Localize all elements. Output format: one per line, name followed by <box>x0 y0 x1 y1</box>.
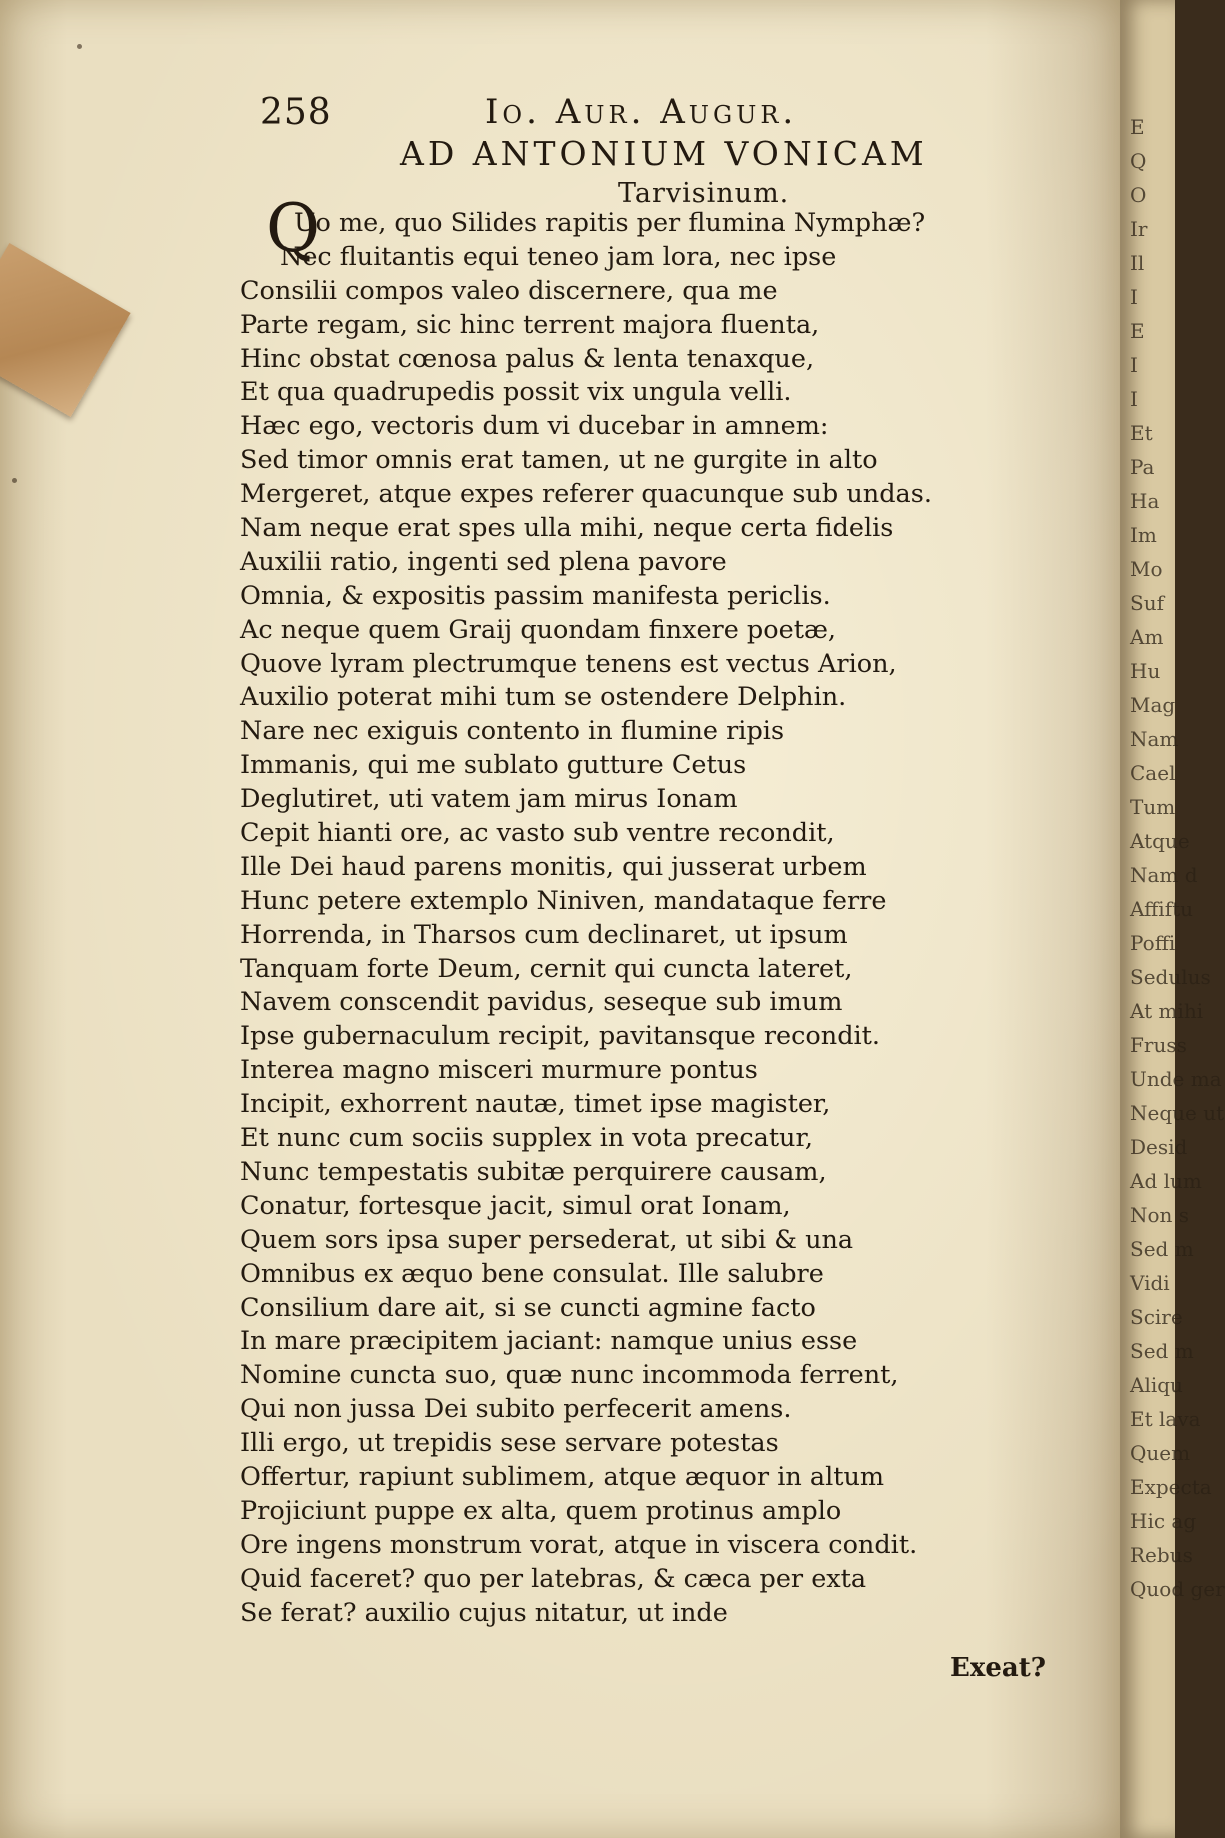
ink-speck <box>12 478 17 483</box>
facing-page-fragment: Desid <box>1130 1135 1188 1159</box>
poem-line: Illi ergo, ut trepidis sese servare potestas <box>240 1428 779 1459</box>
poem-line: Offertur, rapiunt sublimem, atque æquor in altum <box>240 1461 885 1492</box>
facing-page-fragment: Sed m <box>1130 1237 1194 1261</box>
poem-title: AD ANTONIUM VONICAM <box>400 134 928 173</box>
poem-line: Incipit, exhorrent nautæ, timet ipse magister, <box>240 1089 831 1120</box>
facing-page-fragment: Quem <box>1130 1441 1191 1465</box>
facing-page-fragment: Unde ma <box>1130 1067 1222 1091</box>
facing-page-fragment: Affiftu <box>1130 897 1194 921</box>
facing-page-fragment: Il <box>1130 251 1145 275</box>
poem-line: Se ferat? auxilio cujus nitatur, ut inde <box>240 1597 728 1628</box>
poem-line: Ore ingens monstrum vorat, atque in viscera condit. <box>240 1529 918 1560</box>
poem-line: Ac neque quem Graij quondam finxere poetæ, <box>240 614 837 645</box>
facing-page-fragment: Hic ag <box>1130 1509 1197 1533</box>
catchword: Exeat? <box>950 1653 1046 1683</box>
facing-page-fragment: Tum <box>1130 795 1176 819</box>
poem-line: Nec fluitantis equi teneo jam lora, nec ipse <box>280 241 837 272</box>
poem-line: Quove lyram plectrumque tenens est vectus Arion, <box>240 648 897 679</box>
facing-page-fragment: Atque <box>1130 829 1190 853</box>
poem-line: Cepit hianti ore, ac vasto sub ventre recondit, <box>240 818 835 849</box>
facing-page-fragment: Nam d <box>1130 863 1198 887</box>
facing-page-fragment: Vidi <box>1130 1271 1170 1295</box>
poem-line: Consilium dare ait, si se cuncti agmine facto <box>240 1292 816 1323</box>
poem-line: Et nunc cum sociis supplex in vota precatur, <box>240 1123 813 1154</box>
facing-page-fragment: Ad lum <box>1130 1169 1202 1193</box>
facing-page-fragment: Rebus <box>1130 1543 1193 1567</box>
poem-line: Nomine cuncta suo, quæ nunc incommoda ferrent, <box>240 1360 899 1391</box>
facing-page-edge <box>1120 0 1225 1838</box>
poem-line: Mergeret, atque expes referer quacunque sub undas. <box>240 479 932 510</box>
facing-page-fragment: Mo <box>1130 557 1163 581</box>
facing-page-fragment: Hu <box>1130 659 1161 683</box>
poem-line: Sed timor omnis erat tamen, ut ne gurgite in alto <box>240 445 878 476</box>
poem-line: Horrenda, in Tharsos cum declinaret, ut ipsum <box>240 919 848 950</box>
poem-line: Uo me, quo Silides rapitis per flumina Nymphæ? <box>294 208 926 238</box>
poem-line: Hæc ego, vectoris dum vi ducebar in amnem: <box>240 411 829 442</box>
poem-line: Conatur, fortesque jacit, simul orat Ionam, <box>240 1190 791 1221</box>
poem-line: Projiciunt puppe ex alta, quem protinus amplo <box>240 1495 842 1526</box>
poem-line: Parte regam, sic hinc terrent majora fluenta, <box>240 309 820 340</box>
facing-page-fragment: Nam <box>1130 727 1179 751</box>
poem-line: Hunc petere extemplo Niniven, mandataque ferre <box>240 885 887 916</box>
poem-line: Quid faceret? quo per latebras, & cæca per exta <box>240 1563 867 1594</box>
facing-page-fragment: I <box>1130 285 1138 309</box>
poem-line: Ipse gubernaculum recipit, pavitansque recondit. <box>240 1021 881 1052</box>
facing-page-fragment: Pa <box>1130 455 1155 479</box>
poem-line: Nam neque erat spes ulla mihi, neque certa fidelis <box>240 513 894 544</box>
facing-page-fragment: At mihi <box>1130 999 1204 1023</box>
facing-page-fragment: Aliqu <box>1130 1373 1183 1397</box>
facing-page-fragment: Scire <box>1130 1305 1183 1329</box>
facing-page-fragment: Sedulus <box>1130 965 1211 989</box>
poem-line: Auxilii ratio, ingenti sed plena pavore <box>240 546 727 577</box>
facing-page-fragment: Quod ger <box>1130 1577 1225 1601</box>
drop-cap: Q <box>266 190 321 267</box>
poem-line: Consilii compos valeo discernere, qua me <box>240 275 778 306</box>
facing-page-fragment: I <box>1130 353 1138 377</box>
facing-page-fragment: Poffi <box>1130 931 1176 955</box>
poem-line: Ille Dei haud parens monitis, qui jusserat urbem <box>240 851 867 882</box>
paper-bookmark <box>0 243 131 417</box>
facing-page-fragment: Am <box>1130 625 1164 649</box>
facing-page-fragment: Mag <box>1130 693 1176 717</box>
facing-page-fragment: E <box>1130 115 1145 139</box>
facing-page-fragment: Suf <box>1130 591 1164 615</box>
poem-line: Hinc obstat cœnosa palus & lenta tenaxque, <box>240 343 815 374</box>
facing-page-fragment: Cael <box>1130 761 1176 785</box>
facing-page-fragment: Neque ut <box>1130 1101 1225 1125</box>
facing-page-fragment: Im <box>1130 523 1157 547</box>
poem-line: Omnia, & expositis passim manifesta periclis. <box>240 580 831 611</box>
poem-line: Auxilio poterat mihi tum se ostendere Delphin. <box>240 682 847 713</box>
poem-body <box>240 207 1000 1630</box>
facing-page-fragment: I <box>1130 387 1138 411</box>
poem-line: Nare nec exiguis contento in flumine ripis <box>240 716 785 747</box>
facing-page-fragment: Fruss <box>1130 1033 1187 1057</box>
poem-line: Navem conscendit pavidus, seseque sub imum <box>240 987 843 1018</box>
poem-line: Quem sors ipsa super persederat, ut sibi & una <box>240 1224 854 1255</box>
facing-page-fragment: Non s <box>1130 1203 1190 1227</box>
running-title: Io. Aur. Augur. <box>485 92 798 132</box>
facing-page-fragment: Ha <box>1130 489 1160 513</box>
poem-line: In mare præcipitem jaciant: namque unius esse <box>240 1326 858 1357</box>
facing-page-fragment: Ir <box>1130 217 1148 241</box>
facing-page-fragment: Expecta <box>1130 1475 1212 1499</box>
poem-line: Omnibus ex æquo bene consulat. Ille salubre <box>240 1258 824 1289</box>
poem-subtitle: Tarvisinum. <box>618 178 790 209</box>
ink-speck <box>77 44 82 49</box>
facing-page-fragment: Et lava <box>1130 1407 1201 1431</box>
poem-line: Interea magno misceri murmure pontus <box>240 1055 758 1086</box>
poem-line: Et qua quadrupedis possit vix ungula velli. <box>240 377 792 408</box>
poem-line: Tanquam forte Deum, cernit qui cuncta lateret, <box>240 953 853 984</box>
facing-page-fragment: Q <box>1130 149 1147 173</box>
poem-line: Qui non jussa Dei subito perfecerit amens. <box>240 1394 792 1425</box>
facing-page-fragment: Et <box>1130 421 1153 445</box>
poem-line: Nunc tempestatis subitæ perquirere causam, <box>240 1156 827 1187</box>
poem-line: Immanis, qui me sublato gutture Cetus <box>240 750 747 781</box>
page-number: 258 <box>260 92 332 133</box>
facing-page-fragment: E <box>1130 319 1145 343</box>
facing-page-fragment: Sed m <box>1130 1339 1194 1363</box>
poem-line: Deglutiret, uti vatem jam mirus Ionam <box>240 784 738 815</box>
facing-page-fragment: O <box>1130 183 1147 207</box>
